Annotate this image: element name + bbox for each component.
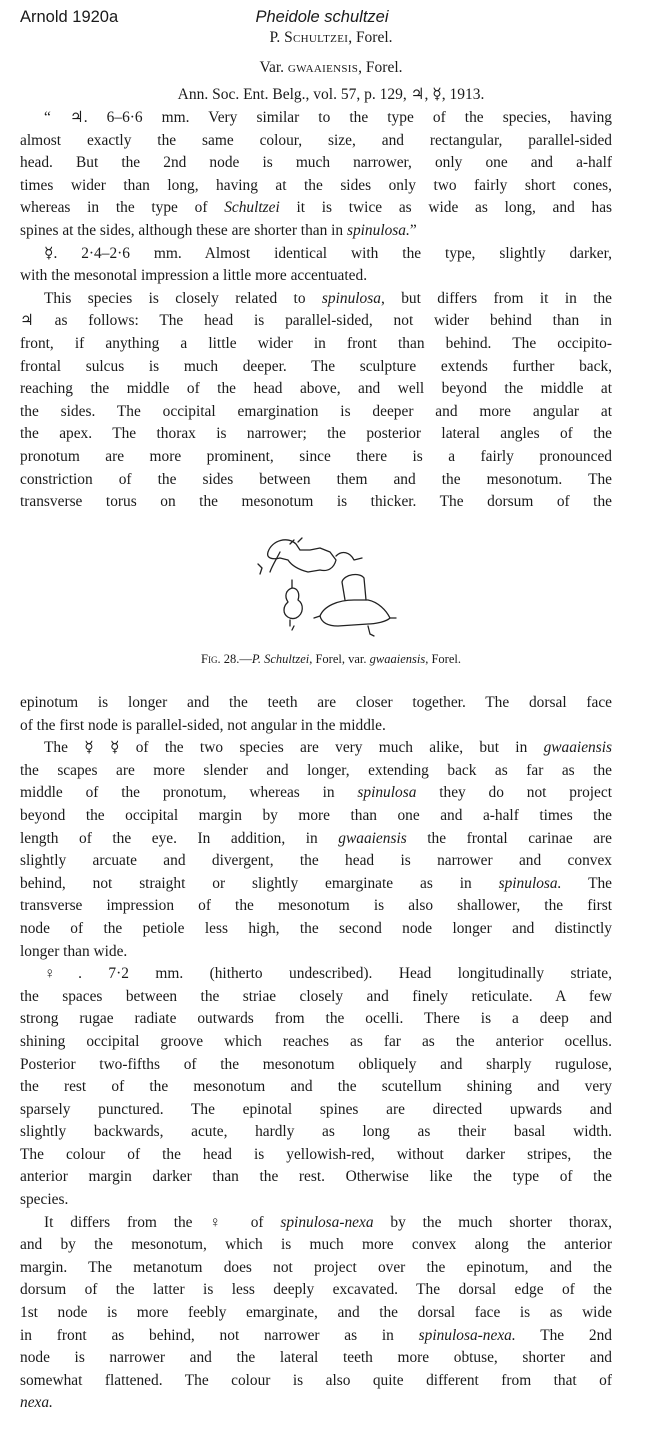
text-line: “ ♃. 6–6·6 mm. Very similar to the type of the species, having [44, 109, 612, 126]
text-line: 1st node is more feebly emarginate, and the dorsal face is as wide [20, 1304, 612, 1322]
figure-label: Fig. 28. [201, 652, 240, 666]
figure-caption-text: —P. Schultzei, Forel, var. gwaaiensis, Forel. [239, 652, 461, 666]
text-line: shining occipital groove which reaches as far as the anterior ocellus. [20, 1032, 612, 1050]
text-line: ♃ as follows: The head is parallel-sided, not wider behind than in [20, 312, 612, 330]
text-line: sparsely punctured. The epinotal spines are directed upwards and [20, 1100, 612, 1118]
text-line: the spaces between the striae closely and finely reticulate. A few [20, 987, 612, 1005]
text-line: margin. The metanotum does not project over the epinotum, and the [20, 1258, 612, 1276]
text-line: frontal sulcus is much deeper. The sculpture extends further back, [20, 357, 612, 375]
text-line: transverse impression of the mesonotum is also shallower, the first [20, 897, 612, 915]
text-line: front, if anything a little wider in front than behind. The occipito- [20, 334, 612, 352]
variety-line: Var. gwaaiensis, Forel. [259, 59, 403, 76]
text-line: anterior margin darker than the rest. Otherwise like the type of the [20, 1168, 612, 1186]
text-line: length of the eye. In addition, in gwaaiensis the frontal carinae are [20, 829, 612, 847]
text-line: ☿. 2·4–2·6 mm. Almost identical with the type, slightly darker, [44, 244, 612, 262]
text-line: nexa. [20, 1394, 53, 1412]
citation-header: Arnold 1920a [20, 8, 119, 26]
text-line: and by the mesonotum, which is much more convex along the anterior [20, 1236, 612, 1254]
reference-line: Ann. Soc. Ent. Belg., vol. 57, p. 129, ♃, ☿, 1913. [177, 86, 485, 103]
text-line: longer than wide. [20, 942, 128, 960]
text-line: node of the petiole less high, the second node longer and distinctly [20, 919, 612, 937]
text-line: in front as behind, not narrower as in spinulosa-nexa. The 2nd [20, 1326, 612, 1344]
text-line: strong rugae radiate outwards from the ocelli. There is a deep and [20, 1010, 612, 1028]
body-text-top [20, 107, 612, 514]
text-line: times wider than long, having at the sides only two fairly short cones, [20, 176, 612, 194]
figure-caption [0, 652, 662, 667]
text-line: The ☿ ☿ of the two species are very much alike, but in gwaaiensis [44, 739, 612, 757]
text-line: reaching the middle of the head above, and well beyond the middle at [20, 380, 612, 398]
text-line: epinotum is longer and the teeth are closer together. The dorsal face [20, 694, 612, 711]
text-line: the rest of the mesonotum and the scutellum shining and very [20, 1078, 612, 1096]
text-line: species. [20, 1191, 69, 1209]
ant-figure [250, 530, 400, 645]
text-line: the scapes are more slender and longer, extending back as far as the [20, 761, 612, 779]
text-line: with the mesonotal impression a little more accentuated. [20, 267, 368, 285]
text-line: the apex. The thorax is narrower; the posterior lateral angles of the [20, 425, 612, 443]
text-line: head. But the 2nd node is much narrower, only one and a-half [20, 154, 612, 172]
text-line: constriction of the sides between them and the mesonotum. The [20, 470, 612, 488]
text-line: whereas in the type of Schultzei it is twice as wide as long, and has [20, 199, 613, 217]
text-line: It differs from the ♀ of spinulosa-nexa by the much shorter thorax, [44, 1213, 612, 1231]
species-name-line: P. Schultzei, Forel. [269, 29, 393, 46]
text-line: This species is closely related to spinulosa, but differs from it in the [44, 289, 612, 307]
text-line: dorsum of the latter is less deeply excavated. The dorsal edge of the [20, 1281, 612, 1299]
text-line: slightly backwards, acute, hardly as long as their basal width. [20, 1123, 612, 1141]
text-line: transverse torus on the mesonotum is thicker. The dorsum of the [20, 493, 612, 511]
text-line: almost exactly the same colour, size, and rectangular, parallel-sided [20, 131, 612, 149]
text-line: middle of the pronotum, whereas in spinulosa they do not project [20, 784, 612, 802]
text-line: behind, not straight or slightly emarginate as in spinulosa. The [20, 874, 612, 892]
text-line: pronotum are more prominent, since there is a fairly pronounced [20, 447, 612, 465]
text-line: beyond the occipital margin by more than one and a-half times the [20, 806, 612, 824]
body-text-bottom [20, 692, 612, 1415]
text-line: The colour of the head is yellowish-red, without darker stripes, the [20, 1145, 612, 1163]
text-line: node is narrower and the lateral teeth more obtuse, shorter and [20, 1349, 612, 1367]
text-line: spines at the sides, although these are shorter than in spinulosa.” [20, 221, 417, 239]
text-line: ♀. 7·2 mm. (hitherto undescribed). Head longitudinally striate, [44, 965, 612, 983]
text-line: the sides. The occipital emargination is deeper and more angular at [20, 402, 612, 420]
text-line: slightly arcuate and divergent, the head is narrower and convex [20, 852, 612, 870]
species-header: Pheidole schultzei [255, 8, 389, 26]
text-line: Posterior two-fifths of the mesonotum obliquely and sharply rugulose, [20, 1055, 612, 1073]
text-line: of the first node is parallel-sided, not angular in the middle. [20, 716, 386, 734]
text-line: somewhat flattened. The colour is also quite different from that of [20, 1371, 612, 1389]
